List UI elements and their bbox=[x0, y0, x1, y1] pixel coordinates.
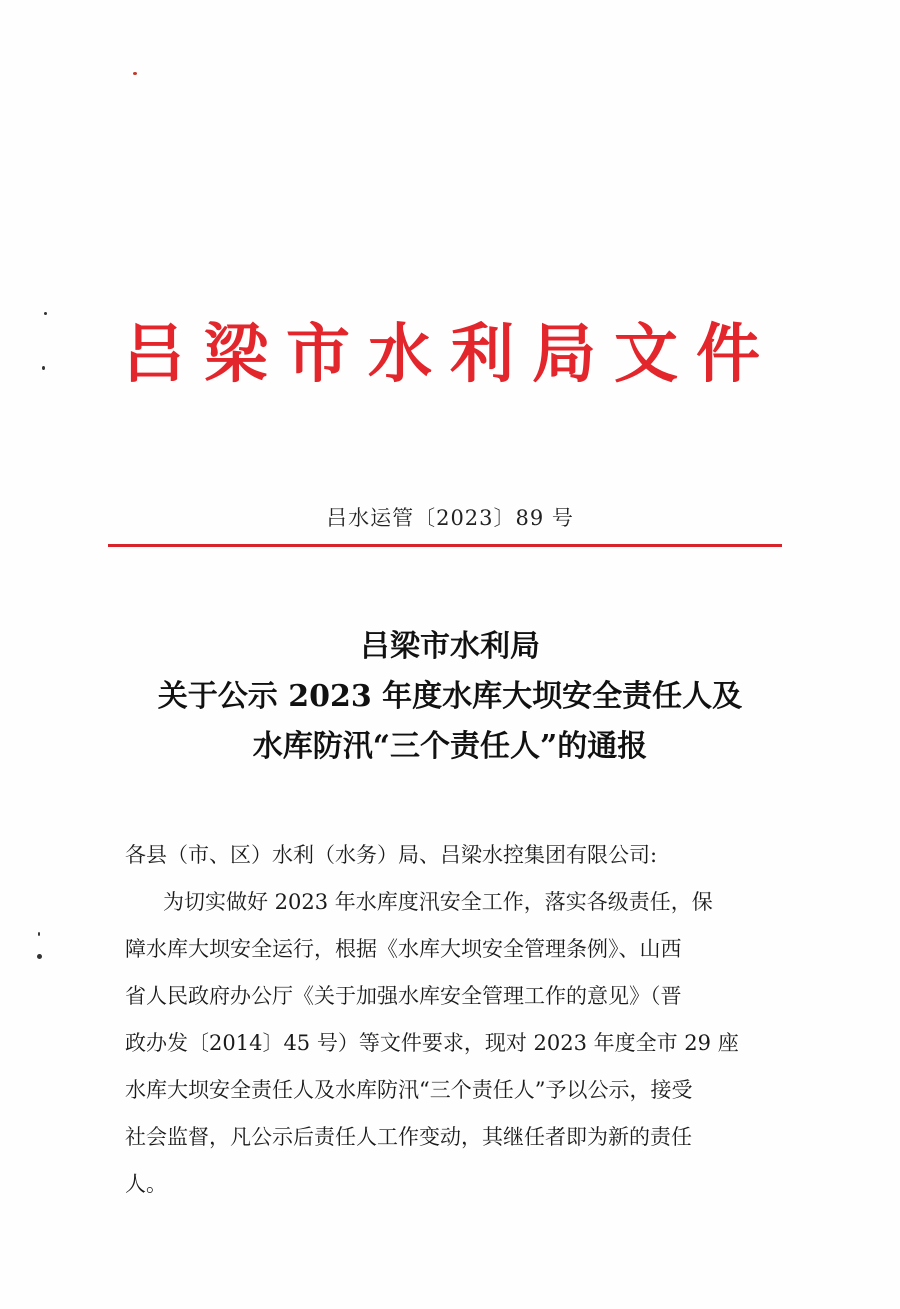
paragraph-line: 水库大坝安全责任人及水库防汛“三个责任人”予以公示，接受 bbox=[125, 1078, 693, 1102]
paragraph-line: 社会监督，凡公示后责任人工作变动，其继任者即为新的责任 bbox=[125, 1125, 692, 1149]
document-number: 吕水运管〔2023〕89 号 bbox=[326, 506, 574, 530]
scan-mark bbox=[133, 72, 137, 75]
paragraph-line: 省人民政府办公厅《关于加强水库安全管理工作的意见》（晋 bbox=[125, 984, 682, 1008]
scan-mark bbox=[38, 932, 40, 936]
scan-mark bbox=[37, 954, 42, 959]
paragraph-line: 人。 bbox=[125, 1172, 167, 1196]
paragraph-line: 障水库大坝安全运行，根据《水库大坝安全管理条例》、山西 bbox=[125, 937, 682, 961]
title-line-2: 关于公示 2023 年度水库大坝安全责任人及 bbox=[157, 679, 743, 714]
document-title bbox=[0, 622, 900, 772]
salutation: 各县（市、区）水利（水务）局、吕梁水控集团有限公司: bbox=[125, 843, 658, 867]
paragraph-line: 政办发〔2014〕45 号）等文件要求，现对 2023 年度全市 29 座 bbox=[125, 1031, 739, 1055]
red-divider-rule bbox=[108, 544, 782, 547]
paragraph-line: 为切实做好 2023 年水库度汛安全工作，落实各级责任，保 bbox=[163, 890, 713, 914]
title-line-1: 吕梁市水利局 bbox=[360, 629, 540, 664]
title-line-3: 水库防汛“三个责任人”的通报 bbox=[252, 729, 648, 764]
issuer-header: 吕梁市水利局文件 bbox=[122, 317, 778, 392]
document-body bbox=[125, 832, 785, 1208]
